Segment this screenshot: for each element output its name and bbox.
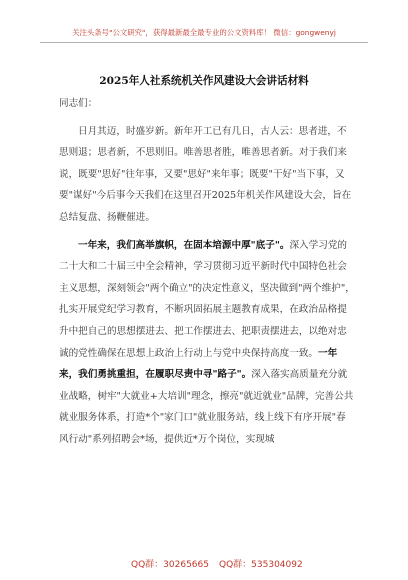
paragraph-lead-heading-2: 一年来，我们勇挑重担，在履职尽责中寻"路子"。	[59, 347, 338, 381]
document-body	[59, 93, 355, 451]
header-divider	[40, 42, 368, 43]
footer-qq-group-2: QQ群：535304092	[219, 560, 303, 570]
header-banner: 关注头条号"公文研究"，获得最新最全最专业的公文资料库！ 微信：gongwenyj	[72, 28, 336, 37]
document-title: 2025年人社系统机关作风建设大会讲话材料	[99, 75, 309, 87]
footer-qq-group-1: QQ群：30265665	[131, 560, 209, 570]
paragraph-review	[59, 235, 355, 451]
paragraph-opening: 日月其迈，时盛岁新。新年开工已有几日，古人云：思者进，不思则退；思者新，不思则旧。唯善思者胜，唯善思者新。对于我们来说，既要"思好"往年事，又要"思好"来年事；既要"干好"当下事，又要"谋好"今后事今天我们在这里召开2025年机关作风建设大会，旨在总结复盘、扬鞭催进。	[59, 125, 352, 223]
paragraph-body-text: 深入学习党的二十大和二十届三中全会精神，学习贯彻习近平新时代中国特色社会主义思想，深刻领会"两个确立"的决定性意义，坚决做到"两个维护"，扎实开展党纪学习教育，不断巩固拓展主题教育成果，在政治品格提升中把自己的思想摆进去、把工作摆进去、把职责摆进去，以绝对忠诚的党性确保在思想上政治上行动上与党中央保持高度一致。	[59, 239, 355, 359]
footer	[0, 557, 408, 571]
salutation: 同志们：	[59, 98, 98, 109]
paragraph-lead-heading: 一年来，我们高举旗帜，在固本培源中厚"底子"。	[78, 239, 290, 251]
paragraph-body-text-2: 深入落实高质量充分就业战略，树牢"大就业+大培训"理念，擦亮"就近就业"品牌，完善公共就业服务体系，打造*个"家门口"就业服务站，线上线下有序开展"春风行动"系列招聘会*场，提供近*万个岗位，实现城	[59, 369, 354, 445]
